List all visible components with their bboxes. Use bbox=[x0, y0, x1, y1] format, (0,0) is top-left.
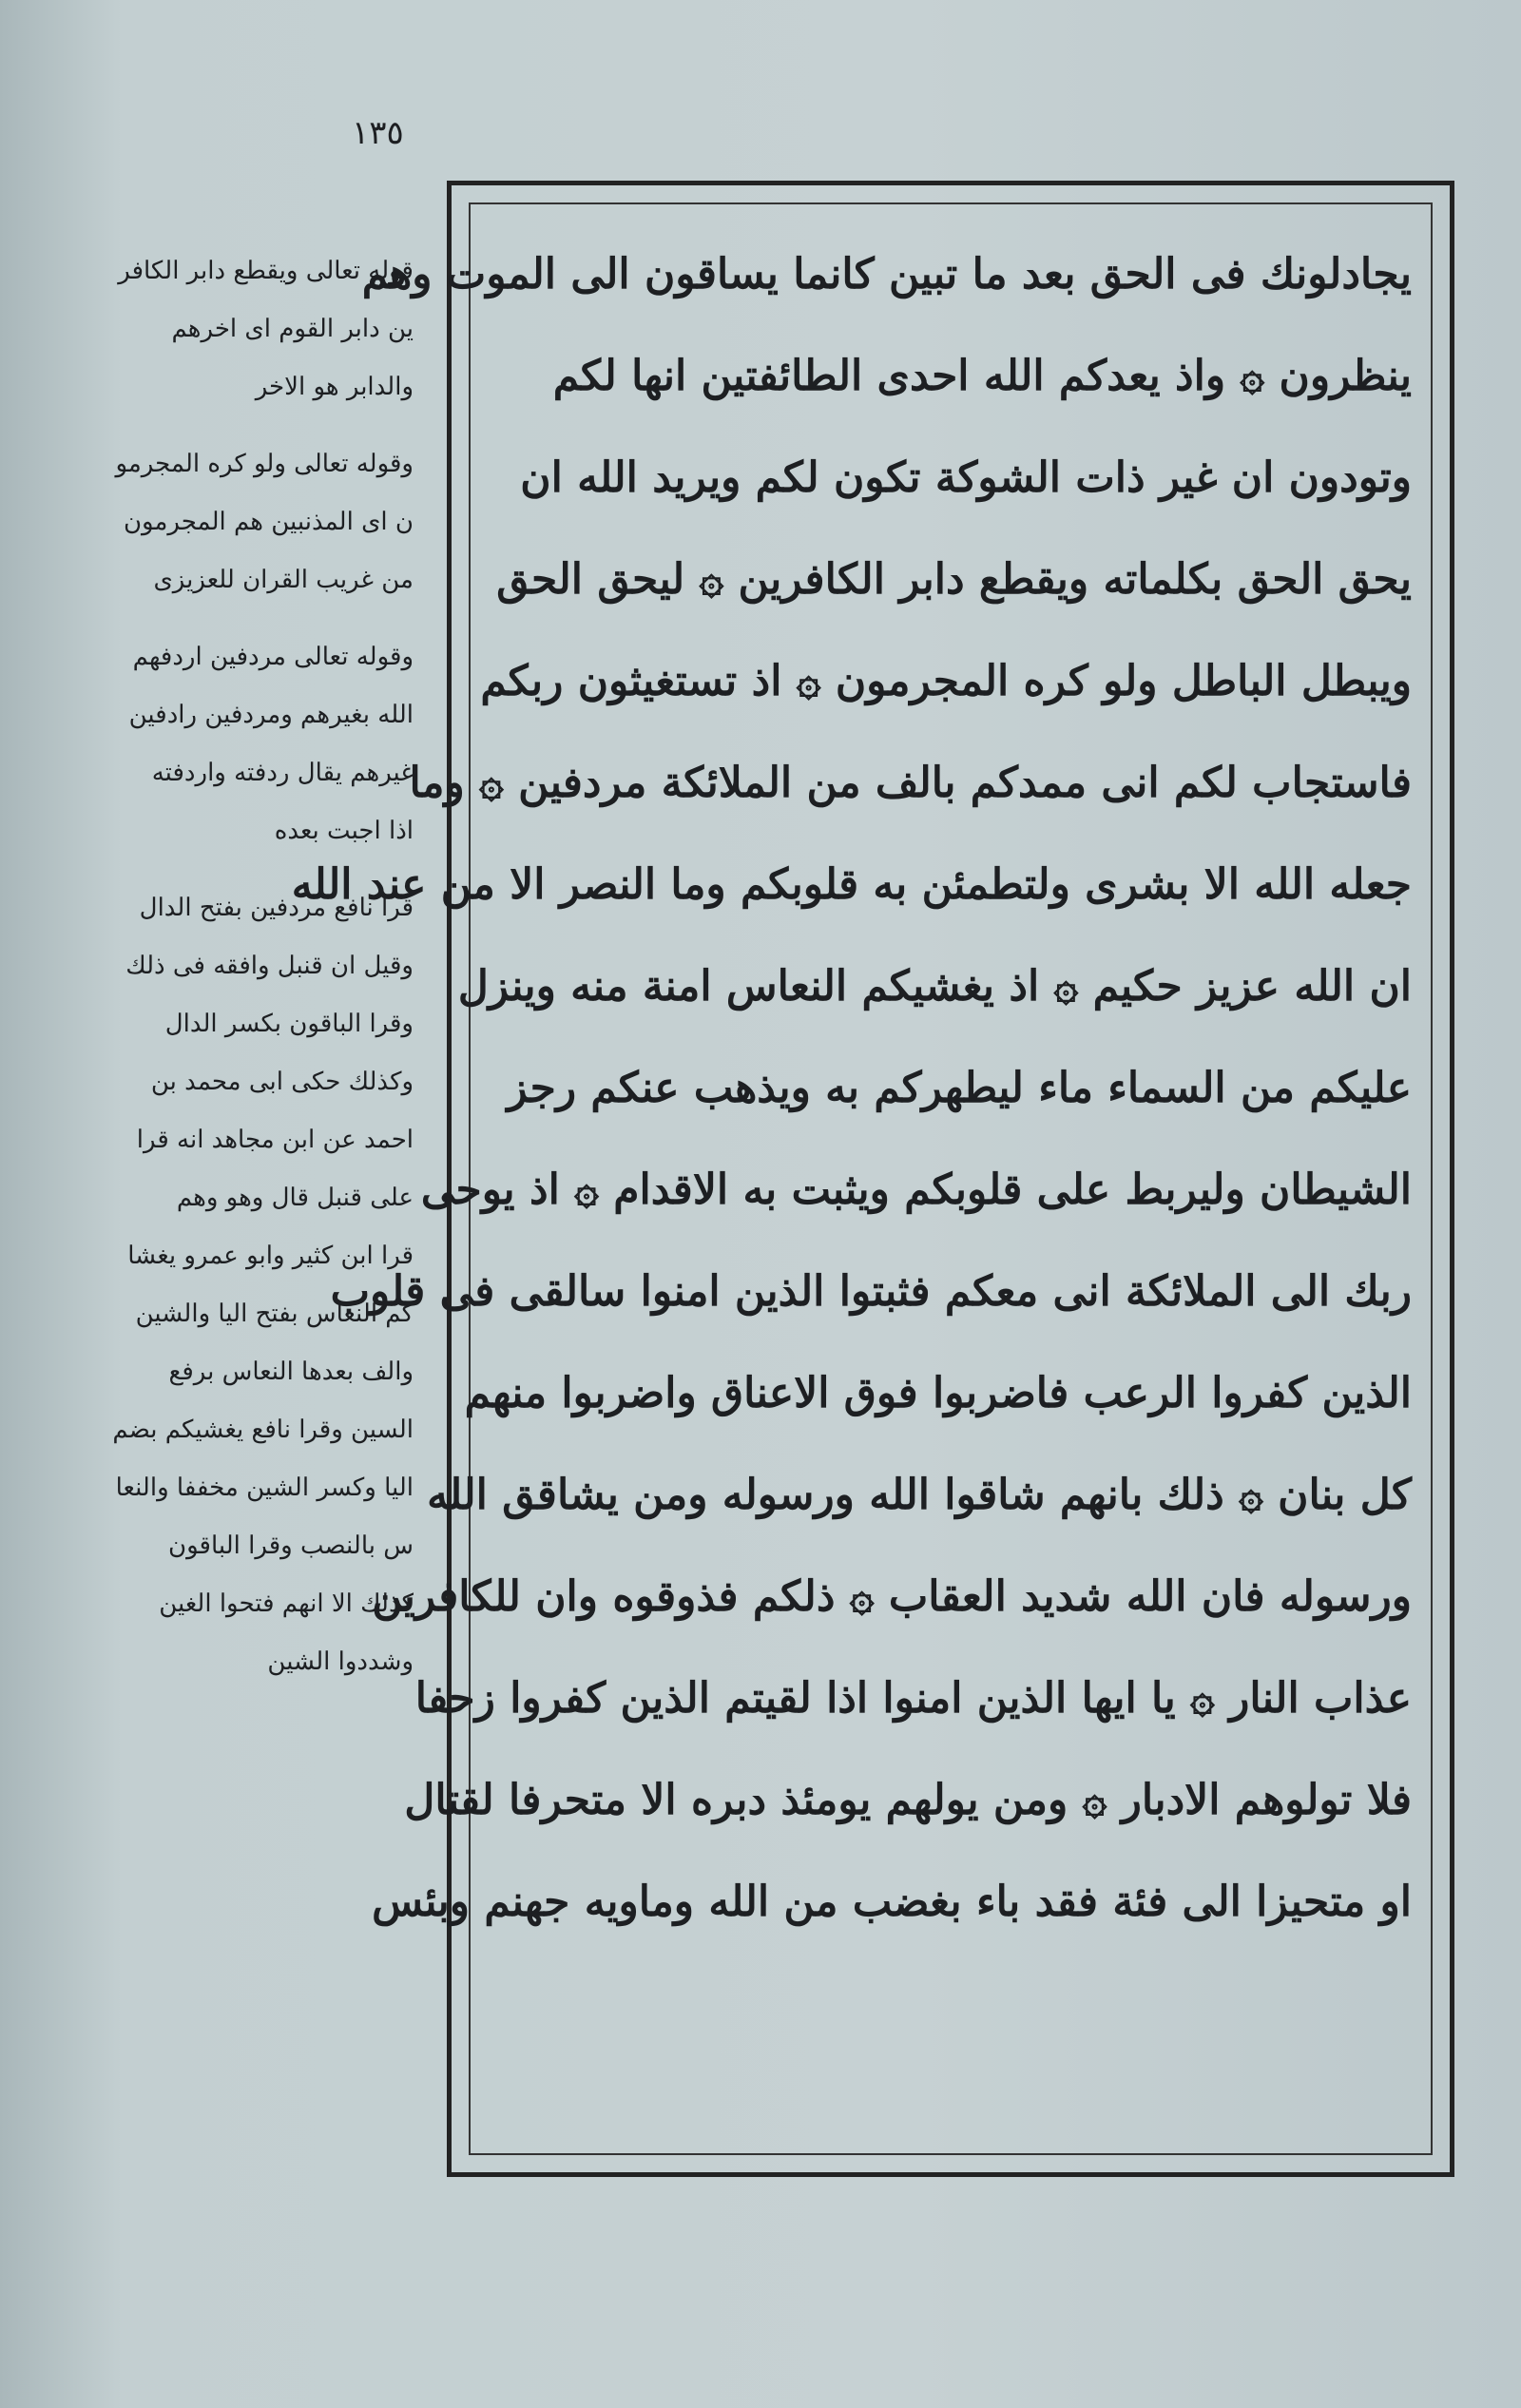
text-line: ان الله عزيز حكيم ۞ اذ يغشيكم النعاس امنة منه وينزل bbox=[457, 962, 1412, 1011]
note-line: على قنبل قال وهو وهم bbox=[176, 1184, 414, 1212]
note-line: ين دابر القوم اى اخرهم bbox=[171, 315, 414, 343]
text-line: فاستجاب لكم انى ممدكم بالف من الملائكة مردفين ۞ وما bbox=[409, 759, 1412, 807]
text-line: ربك الى الملائكة انى معكم فثبتوا الذين امنوا سالقى فى قلوب bbox=[330, 1267, 1412, 1316]
note-line: قوله تعالى ويقطع دابر الكافر bbox=[118, 257, 414, 285]
margin-notes bbox=[90, 242, 414, 1691]
note-line: قرا نافع مردفين بفتح الدال bbox=[139, 894, 414, 922]
note-line: ن اى المذنبين هم المجرمون bbox=[123, 508, 414, 536]
text-line: الذين كفروا الرعب فاضربوا فوق الاعناق واضربوا منهم bbox=[464, 1369, 1412, 1417]
text-line: او متحيزا الى فئة فقد باء بغضب من الله وماويه جهنم وبئس bbox=[372, 1878, 1412, 1926]
note-line: والف بعدها النعاس برفع bbox=[168, 1358, 414, 1386]
note-line: وقوله تعالى مردفين اردفهم bbox=[132, 643, 414, 671]
note-line: والدابر هو الاخر bbox=[255, 373, 414, 401]
note-line: اليا وكسر الشين مخففا والنعا bbox=[115, 1474, 414, 1502]
page-number: ١٣٥ bbox=[352, 114, 404, 152]
text-line: وتودون ان غير ذات الشوكة تكون لكم ويريد الله ان bbox=[520, 453, 1412, 502]
note-line: احمد عن ابن مجاهد انه قرا bbox=[136, 1126, 414, 1154]
margin-note-3 bbox=[90, 628, 414, 860]
note-line: السين وقرا نافع يغشيكم بضم bbox=[112, 1416, 414, 1444]
text-line: ورسوله فان الله شديد العقاب ۞ ذلكم فذوقوه وان للكافرين bbox=[372, 1572, 1412, 1621]
note-line: وقيل ان قنبل وافقه فى ذلك bbox=[125, 952, 414, 980]
note-line: وقوله تعالى ولو كره المجرمو bbox=[115, 450, 414, 478]
note-line: غيرهم يقال ردفته واردفته bbox=[151, 759, 414, 787]
text-line: ويبطل الباطل ولو كره المجرمون ۞ اذ تستغيثون ربكم bbox=[480, 657, 1412, 705]
text-line: يجادلونك فى الحق بعد ما تبين كانما يساقون الى الموت وهم bbox=[361, 250, 1412, 299]
note-line: قرا ابن كثير وابو عمرو يغشا bbox=[127, 1242, 414, 1270]
note-line: الله بغيرهم ومردفين رادفين bbox=[128, 701, 414, 729]
note-line: وكذلك حكى ابى محمد بن bbox=[150, 1068, 414, 1096]
text-line: كل بنان ۞ ذلك بانهم شاقوا الله ورسوله ومن يشاقق الله bbox=[427, 1471, 1412, 1519]
text-line: فلا تولوهم الادبار ۞ ومن يولهم يومئذ دبره الا متحرفا لقتال bbox=[404, 1776, 1412, 1824]
note-line: كذلك الا انهم فتحوا الغين bbox=[159, 1589, 414, 1618]
text-line: الشيطان وليربط على قلوبكم ويثبت به الاقدام ۞ اذ يوحى bbox=[420, 1165, 1412, 1214]
text-line: جعله الله الا بشرى ولتطمئن به قلوبكم وما النصر الا من عند الله bbox=[291, 860, 1412, 909]
margin-note-2 bbox=[90, 435, 414, 609]
note-line: وشددوا الشين bbox=[267, 1647, 414, 1676]
note-line: كم النعاس بفتح اليا والشين bbox=[135, 1300, 414, 1328]
note-line: من غريب القران للعزيزى bbox=[153, 566, 414, 594]
note-line: وقرا الباقون بكسر الدال bbox=[164, 1010, 414, 1038]
text-line: يحق الحق بكلماته ويقطع دابر الكافرين ۞ ليحق الحق bbox=[496, 555, 1412, 604]
text-line: ينظرون ۞ واذ يعدكم الله احدى الطائفتين انها لكم bbox=[552, 352, 1412, 400]
text-line: عليكم من السماء ماء ليطهركم به ويذهب عنكم رجز bbox=[507, 1064, 1412, 1112]
note-line: س بالنصب وقرا الباقون bbox=[168, 1531, 414, 1560]
text-line: عذاب النار ۞ يا ايها الذين امنوا اذا لقيتم الذين كفروا زحفا bbox=[414, 1674, 1412, 1723]
note-line: اذا اجبت بعده bbox=[274, 817, 414, 845]
